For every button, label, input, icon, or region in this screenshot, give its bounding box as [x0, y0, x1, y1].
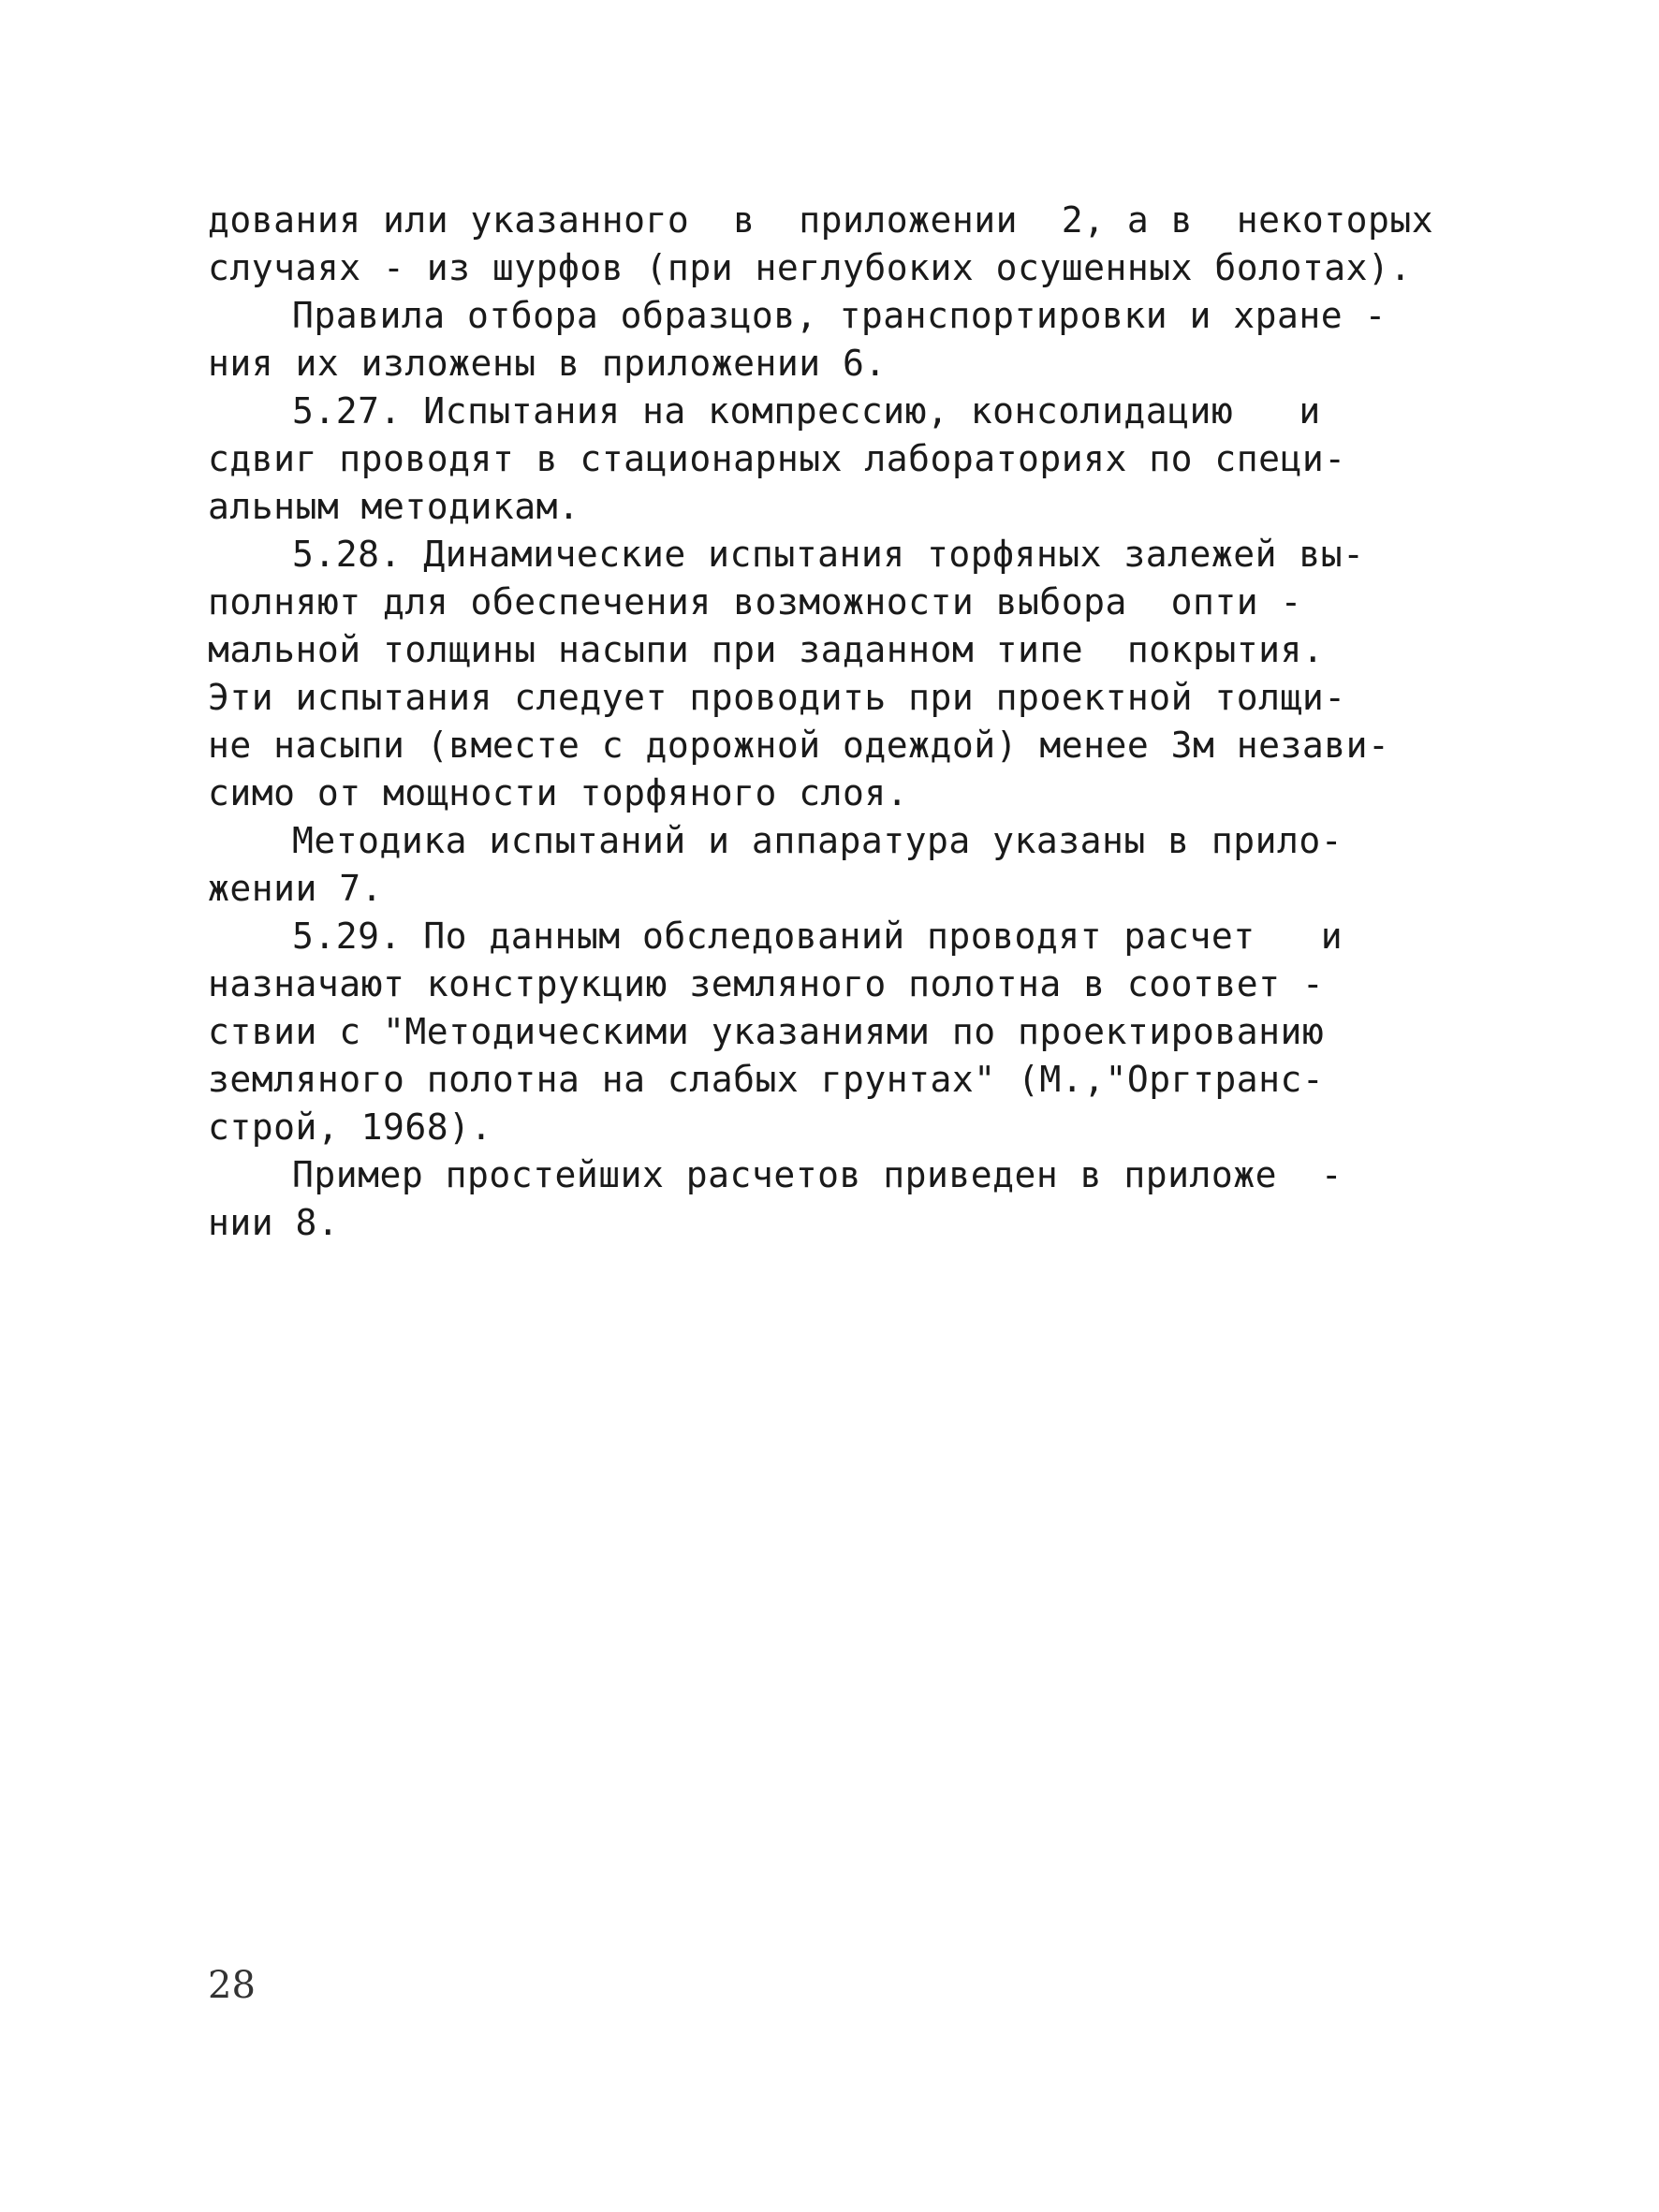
text-line: мальной толщины насыпи при заданном типе покрытия. — [208, 629, 1325, 670]
text-line: Методика испытаний и аппаратура указаны в прило- — [292, 820, 1343, 861]
body-text — [208, 197, 1462, 1247]
text-line: полняют для обеспечения возможности выбора опти - — [208, 581, 1302, 623]
text-line: сдвиг проводят в стационарных лабораториях по специ- — [208, 438, 1346, 479]
text-line: строй, 1968). — [208, 1106, 492, 1148]
text-line: симо от мощности торфяного слоя. — [208, 772, 909, 813]
text-line: 5.29. По данным обследований проводят расчет и — [292, 916, 1343, 957]
text-line: альным методикам. — [208, 486, 580, 527]
text-line: 5.28. Динамические испытания торфяных залежей вы- — [292, 534, 1365, 575]
text-line: жении 7. — [208, 868, 384, 909]
text-line: Эти испытания следует проводить при проектной толщи- — [208, 677, 1346, 718]
text-line: земляного полотна на слабых грунтах" (М.,"Оргтранс- — [208, 1059, 1325, 1100]
text-line: ствии с "Методическими указаниями по проектированию — [208, 1011, 1325, 1052]
page-number: 28 — [208, 1964, 256, 2007]
text-line: Пример простейших расчетов приведен в приложе - — [292, 1154, 1343, 1195]
text-line: дования или указанного в приложении 2, а в некоторых — [208, 199, 1434, 241]
text-line: нии 8. — [208, 1202, 340, 1243]
text-line: Правила отбора образцов, транспортировки и хране - — [292, 295, 1387, 336]
text-line: 5.27. Испытания на компрессию, консолидацию и — [292, 390, 1321, 432]
text-line: не насыпи (вместе с дорожной одеждой) менее 3м незави- — [208, 725, 1390, 766]
text-line: случаях - из шурфов (при неглубоких осушенных болотах). — [208, 247, 1412, 288]
text-line: назначают конструкцию земляного полотна в соответ - — [208, 963, 1325, 1004]
text-line: ния их изложены в приложении 6. — [208, 343, 887, 384]
